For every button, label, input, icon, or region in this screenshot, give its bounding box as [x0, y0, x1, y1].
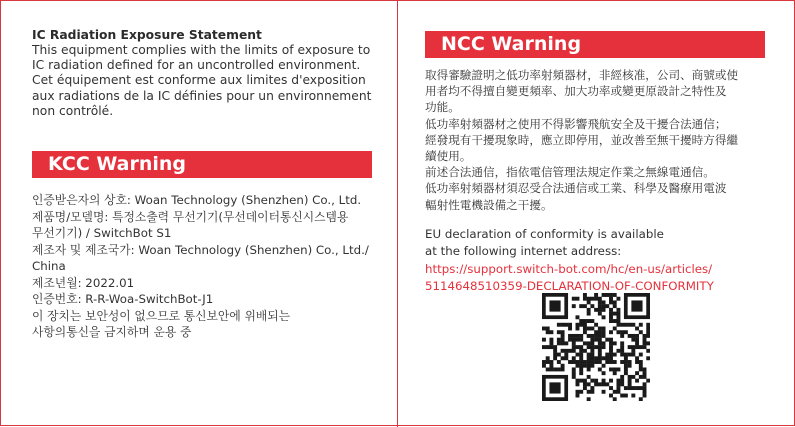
ic-statement-body: This equipment complies with the limits of exposure to IC radiation defined for an uncontrolled environment. Cet équipement est conforme aux limites d'exposition aux radiations de la IC définies pour un environnement non contrôlé. [32, 43, 372, 118]
ic-statement-title: IC Radiation Exposure Statement [32, 28, 262, 42]
kcc-warning-body: 인증받은자의 상호: Woan Technology (Shenzhen) Co., Ltd. 제품명/모델명: 특정소출력 무선기기(무선데이터통신시스템용 무선기기) / SwitchBot S1 제조자 및 제조국가: Woan Technology (Shenzhen) Co., Ltd./ China 제조년월: 2022.01 인증번호: R-R-Woa-SwitchBot-J1 이 장치는 보안성이 없으므로 통신보안에 위배되는 사항의통신을 금지하며 운용 중 [32, 193, 369, 340]
qr-code-graphic [542, 293, 650, 401]
qr-code-icon [542, 293, 650, 401]
left-column [32, 28, 377, 341]
column-divider [397, 1, 398, 427]
eu-declaration-link[interactable]: https://support.switch-bot.com/hc/en-us/articles/ 5114648510359-DECLARATION-OF-CONFORMITY [425, 261, 714, 294]
eu-declaration-text: EU declaration of conformity is available at the following internet address: [425, 226, 664, 259]
ncc-warning-banner: NCC Warning [425, 31, 765, 58]
kcc-warning-banner: KCC Warning [32, 151, 372, 178]
ncc-warning-body: 取得審驗證明之低功率射頻器材，非經核准，公司、商號或使 用者均不得擅自變更頻率、加大功率或變更原設計之特性及 功能。 低功率射頻器材之使用不得影響飛航安全及干擾合法通信； 經發現有干擾現象時，應立即停用，並改善至無干擾時方得繼 續使用。 前述合法通信，指依電信管理法規定作業之無線電通信。 低功率射頻器材須忍受合法通信或工業、科學及醫療用電波 輻射性電機設備之干擾。 [425, 68, 739, 212]
right-column [425, 31, 770, 296]
